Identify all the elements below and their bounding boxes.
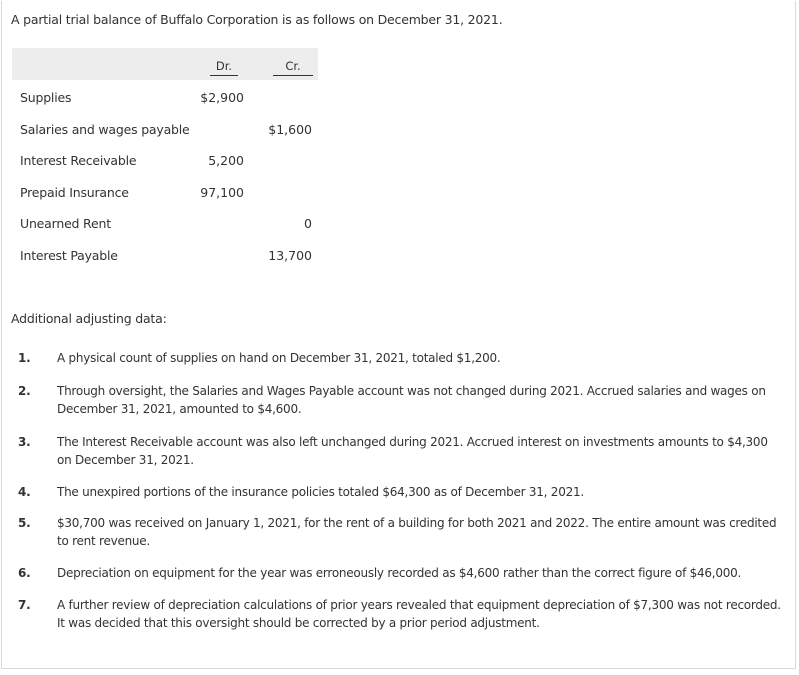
item-text: The unexpired portions of the insurance policies totaled $64,300 as of December 31, 2021. [57,485,584,499]
account-name: Prepaid Insurance [20,184,129,200]
debit-header-label: Dr. [210,59,238,76]
table-row [12,238,318,270]
credit-header-label: Cr. [273,59,312,76]
table-row [12,175,318,207]
account-name: Supplies [20,90,72,105]
account-name: Salaries and wages payable [20,121,190,137]
item-text: Depreciation on equipment for the year was erroneously recorded as $4,600 rather than the correct figure of $46,000. [57,566,742,580]
adjusting-data-title: Additional adjusting data: [11,311,167,326]
item-text: $30,700 was received on January 1, 2021, for the rent of a building for both 2021 and 2022. The entire amount was credited to rent revenue. [57,516,777,548]
item-number: 1. [18,351,31,365]
trial-balance-table [12,48,318,270]
item-number: 2. [18,384,31,398]
trial-balance-header [12,48,318,80]
table-row [12,143,318,175]
table-row [12,206,318,238]
debit-amount: 5,200 [208,153,244,169]
credit-amount: 0 [304,216,312,232]
item-text: A physical count of supplies on hand on December 31, 2021, totaled $1,200. [57,351,501,365]
intro-text: A partial trial balance of Buffalo Corporation is as follows on December 31, 2021. [11,12,503,27]
debit-amount: 97,100 [200,184,244,200]
item-text: A further review of depreciation calculations of prior years revealed that equipment depreciation of $7,300 was not recorded. It was decided that this oversight should be corrected by a prior period adjustment. [57,598,781,630]
account-name: Unearned Rent [20,216,111,232]
credit-amount: 13,700 [268,247,312,263]
account-name: Interest Receivable [20,153,137,169]
credit-amount: $1,600 [268,121,312,137]
item-text: Through oversight, the Salaries and Wages Payable account was not changed during 2021. Accrued salaries and wages on December 31, 2021, amounted to $4,600. [57,384,766,416]
debit-amount: $2,900 [200,90,244,105]
item-number: 6. [18,566,31,580]
item-number: 5. [18,516,31,530]
credit-column-header [270,59,316,76]
account-name: Interest Payable [20,247,118,263]
item-text: The Interest Receivable account was also left unchanged during 2021. Accrued interest on investments amounts to $4,300 on December 31, 2021. [57,435,768,467]
table-row [12,80,318,112]
item-number: 4. [18,485,31,499]
table-row [12,112,318,144]
debit-column-header [204,59,244,76]
item-number: 3. [18,435,31,449]
item-number: 7. [18,598,31,612]
